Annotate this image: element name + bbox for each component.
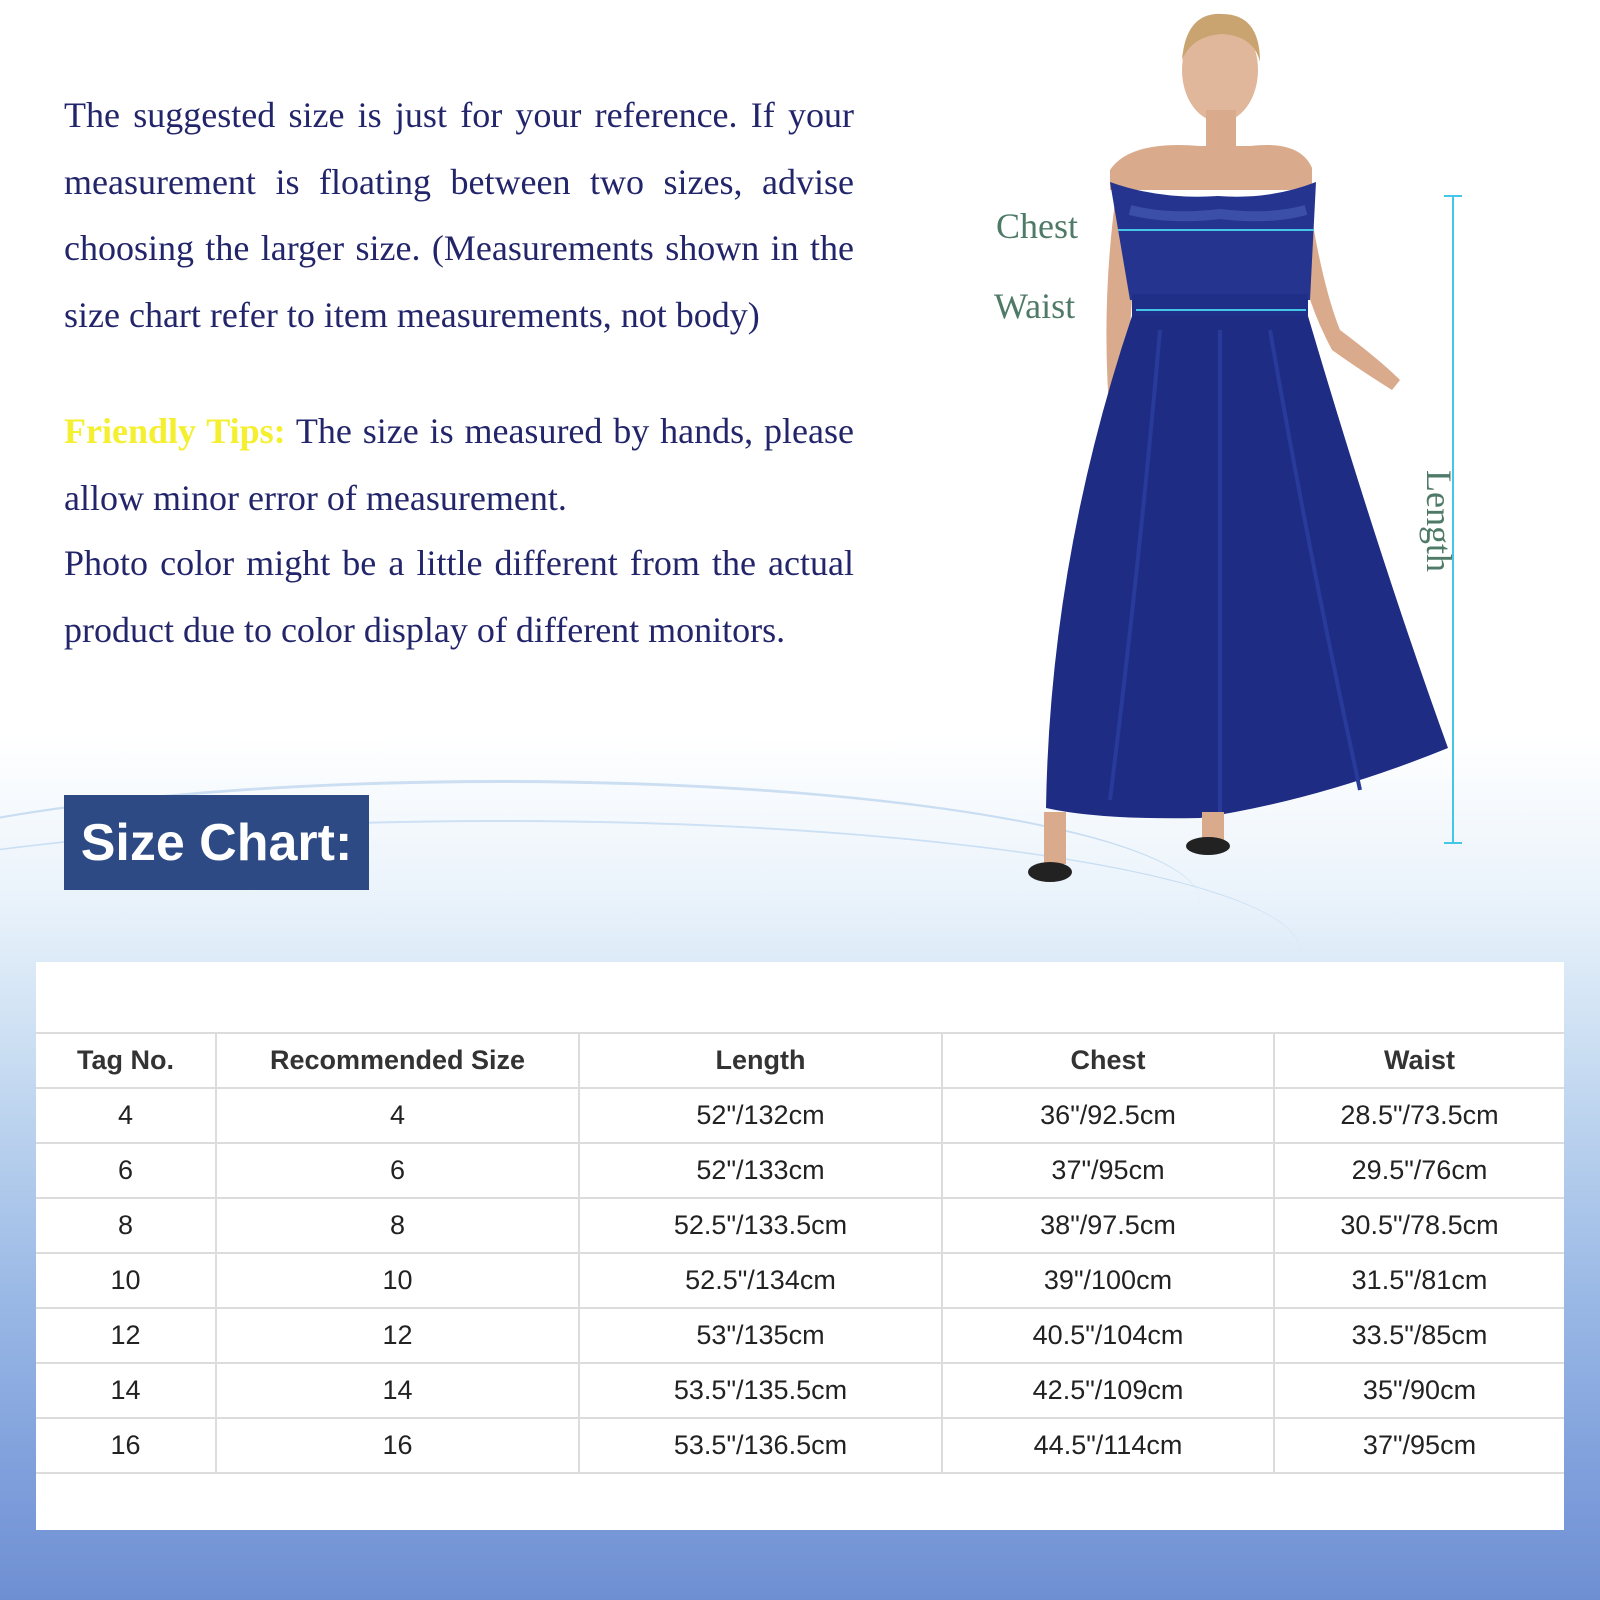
cell-chest: 44.5"/114cm [942,1418,1274,1473]
size-table-card [36,962,1564,1530]
waist-label: Waist [994,286,1076,326]
model-photo [960,0,1580,920]
cell-length: 52"/133cm [579,1143,942,1198]
cell-chest: 36"/92.5cm [942,1088,1274,1143]
cell-recommended-size: 4 [216,1088,579,1143]
cell-waist: 33.5"/85cm [1274,1308,1564,1363]
chest-measure-line [1118,229,1314,231]
header-recommended-size: Recommended Size [216,1033,579,1088]
cell-length: 53"/135cm [579,1308,942,1363]
cell-length: 52.5"/134cm [579,1253,942,1308]
cell-length: 53.5"/136.5cm [579,1418,942,1473]
cell-chest: 39"/100cm [942,1253,1274,1308]
cell-recommended-size: 8 [216,1198,579,1253]
cell-waist: 29.5"/76cm [1274,1143,1564,1198]
tips-label: Friendly Tips: [64,411,286,451]
table-row [36,1418,1564,1473]
tips-text: The size is measured by hands, please allow minor error of measurement. [64,411,855,518]
cell-chest: 40.5"/104cm [942,1308,1274,1363]
table-row [36,1308,1564,1363]
header-chest: Chest [942,1033,1274,1088]
cell-tag-no: 8 [36,1198,216,1253]
cell-chest: 38"/97.5cm [942,1198,1274,1253]
color-note: Photo color might be a little different from the actual product due to color display of different monitors. [64,543,854,650]
cell-tag-no: 14 [36,1363,216,1418]
cell-length: 52"/132cm [579,1088,942,1143]
table-row [36,1198,1564,1253]
cell-waist: 28.5"/73.5cm [1274,1088,1564,1143]
header-length: Length [579,1033,942,1088]
length-label: Length [1419,470,1459,572]
dress-illustration [960,0,1580,920]
cell-waist: 31.5"/81cm [1274,1253,1564,1308]
cell-tag-no: 16 [36,1418,216,1473]
table-header-row [36,1033,1564,1088]
cell-waist: 35"/90cm [1274,1363,1564,1418]
cell-recommended-size: 14 [216,1363,579,1418]
cell-chest: 42.5"/109cm [942,1363,1274,1418]
reference-note: The suggested size is just for your reference. If your measurement is floating between two sizes, advise choosing the larger size. (Measurements shown in the size chart refer to item measurements, not body) [64,95,854,335]
header-tag-no: Tag No. [36,1033,216,1088]
cell-recommended-size: 6 [216,1143,579,1198]
cell-tag-no: 4 [36,1088,216,1143]
cell-tag-no: 12 [36,1308,216,1363]
cell-waist: 30.5"/78.5cm [1274,1198,1564,1253]
cell-recommended-size: 16 [216,1418,579,1473]
chest-label: Chest [996,206,1079,246]
cell-recommended-size: 10 [216,1253,579,1308]
cell-tag-no: 6 [36,1143,216,1198]
header-waist: Waist [1274,1033,1564,1088]
length-cap-bottom [1444,842,1462,844]
table-row [36,1143,1564,1198]
cell-chest: 37"/95cm [942,1143,1274,1198]
cell-recommended-size: 12 [216,1308,579,1363]
table-row [36,1253,1564,1308]
waist-measure-line [1136,309,1306,311]
cell-length: 52.5"/133.5cm [579,1198,942,1253]
cell-length: 53.5"/135.5cm [579,1363,942,1418]
cell-tag-no: 10 [36,1253,216,1308]
table-row [36,1088,1564,1143]
size-chart-heading: Size Chart: [64,795,369,890]
friendly-tips [64,398,854,531]
cell-waist: 37"/95cm [1274,1418,1564,1473]
length-cap-top [1444,195,1462,197]
size-table [36,1032,1564,1474]
table-row [36,1363,1564,1418]
